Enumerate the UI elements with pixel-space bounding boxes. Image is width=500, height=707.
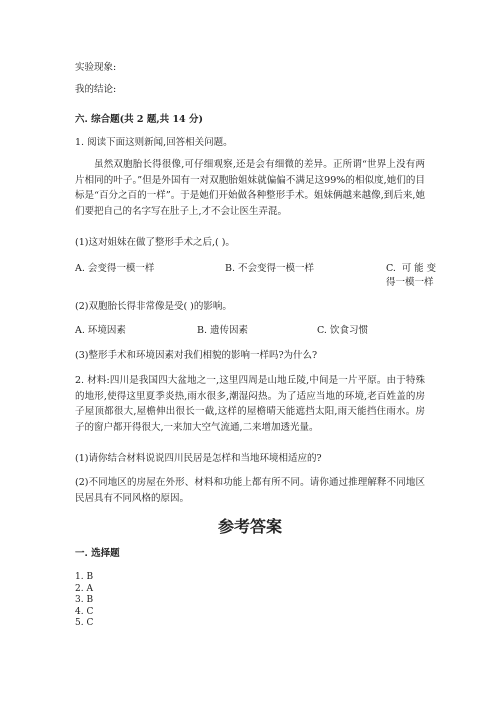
question-1-sub1: (1)这对姐妹在做了整形手术之后,( )。 (75, 237, 235, 248)
answer-item: 4. C (75, 606, 94, 617)
question-2-passage: 2. 材料:四川是我国四大盆地之一,这里四周是山地丘陵,中间是一片平原。由于特殊的地形,使得这里夏季炎热,雨水很多,潮湿闷热。为了适应当地的环境,老百姓盖的房子屋顶都很大,屋檐伸出很长一截,这样的屋檐晴天能遮挡太阳,雨天能挡住雨水。房子的窗户都开得很大,一来加大空气流通,二来增加透光量。 (75, 375, 425, 433)
question-1-sub1-option-a: A. 会变得一模一样 (75, 263, 155, 274)
question-2-sub2: (2)不同地区的房屋在外形、材料和功能上都有所不同。请你通过推理解释不同地区民居具有不同风格的原因。 (75, 477, 425, 504)
question-1-sub2-option-b: B. 遗传因素 (197, 325, 249, 336)
answer-item: 1. B (75, 572, 94, 582)
question-2-sub1: (1)请你结合材料说说四川民居是怎样和当地环境相适应的? (75, 453, 322, 464)
answer-item: 5. C (75, 618, 94, 628)
question-1-passage: 虽然双胞胎长得很像,可仔细观察,还是会有细微的差异。正所谓“世界上没有两片相同的叶子。”但是外国有一对双胞胎姐妹就偏偏不满足这99%的相似度,她们的目标是“百分之百的一样”。于是她们开始做各种整形手术。姐妹俩越来越像,到后来,她们要把自己的名字写在肚子上,才不会让医生弄混。 (75, 159, 425, 217)
question-1-sub2-option-c: C. 饮食习惯 (317, 325, 368, 336)
answer-item: 2. A (75, 583, 93, 594)
experiment-phenomenon-label: 实验现象: (75, 62, 117, 73)
question-1-sub2-option-a: A. 环境因素 (75, 325, 126, 336)
question-1-sub2: (2)双胞胎长得非常像是受( )的影响。 (75, 301, 232, 312)
question-1-sub1-option-b: B. 不会变得一模一样 (225, 263, 315, 274)
answer-item: 3. B (75, 595, 94, 605)
answers-title: 参考答案 (217, 517, 282, 536)
answer-list (75, 572, 93, 630)
section-heading: 六. 综合题(共 2 题,共 14 分) (75, 114, 203, 125)
question-1-sub3: (3)整形手术和环境因素对我们相貌的影响一样吗?为什么? (75, 350, 318, 361)
experiment-conclusion-label: 我的结论: (75, 84, 117, 95)
question-1-prompt: 1. 阅读下面这则新闻,回答相关问题。 (75, 137, 233, 148)
answers-section-heading: 一. 选择题 (75, 548, 120, 559)
question-1-sub1-option-c: C. 可能变得一模一样 (386, 263, 436, 288)
